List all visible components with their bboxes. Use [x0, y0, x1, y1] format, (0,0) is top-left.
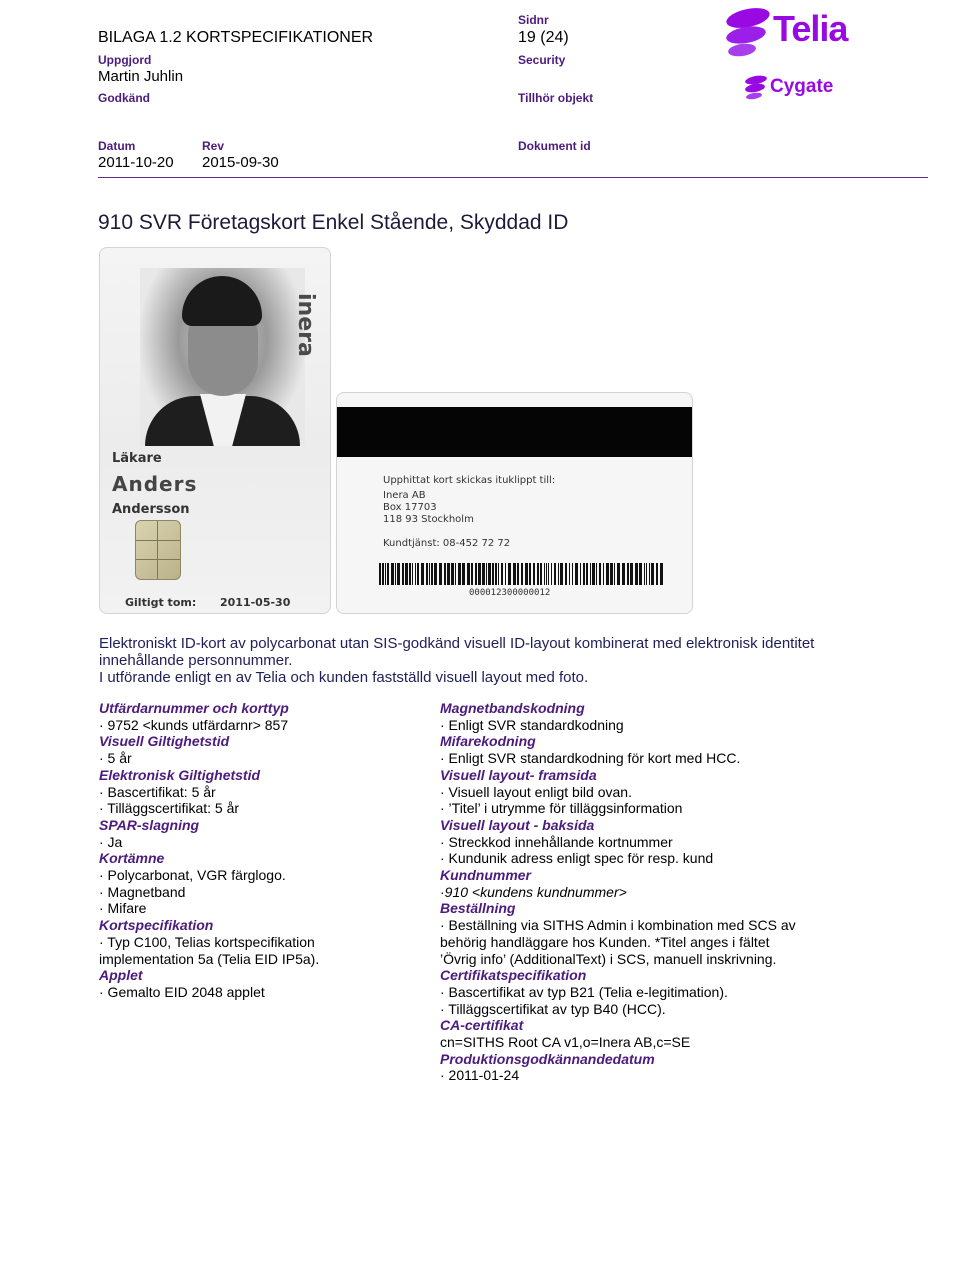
portrait-photo	[140, 268, 305, 446]
card-front-image	[99, 247, 331, 614]
spec-heading: Elektronisk Giltighetstid	[99, 766, 261, 783]
spec-text: · Beställning via SITHS Admin i kombination med SCS av	[440, 917, 796, 934]
document-title: BILAGA 1.2 KORTSPECIFIKATIONER	[98, 29, 374, 46]
spec-text: · Enligt SVR standardkodning för kort med HCC.	[440, 750, 741, 767]
spec-heading: Applet	[99, 967, 143, 984]
barcode-number: 000012300000012	[469, 588, 551, 598]
card-first-name: Anders	[112, 472, 198, 496]
author-name: Martin Juhlin	[98, 68, 184, 85]
cygate-wordmark: Cygate	[770, 76, 834, 97]
spec-heading: SPAR-slagning	[99, 816, 200, 833]
card-back-address-line: Box 17703	[383, 502, 437, 513]
spec-text: · Mifare	[99, 900, 147, 917]
spec-heading: Certifikatspecifikation	[440, 967, 587, 984]
card-back-address-line: Inera AB	[383, 490, 426, 501]
spec-text: · Enligt SVR standardkodning	[440, 716, 624, 733]
spec-heading: Kortämne	[99, 850, 165, 867]
spec-text: ’Övrig info’ (AdditionalText) i SCS, manuell inskrivning.	[440, 950, 777, 967]
spec-heading: CA-certifikat	[440, 1017, 524, 1034]
rev-value: 2015-09-30	[202, 154, 279, 171]
spec-text: · Bascertifikat av typ B21 (Telia e-legitimation).	[440, 983, 728, 1000]
spec-text: cn=SITHS Root CA v1,o=Inera AB,c=SE	[440, 1034, 691, 1051]
spec-left-column	[99, 700, 429, 1001]
spec-heading: Magnetbandskodning	[440, 700, 585, 716]
smartcard-chip-icon	[135, 520, 181, 580]
spec-text: · 5 år	[99, 750, 132, 767]
tillhor-objekt-label: Tillhör objekt	[518, 91, 594, 105]
intro-text	[99, 635, 839, 686]
spec-text: · 2011-01-24	[440, 1067, 520, 1084]
inera-logo-text: inera	[293, 293, 318, 357]
rev-label: Rev	[202, 139, 225, 153]
telia-logo	[722, 4, 872, 60]
spec-text: · 9752 <kunds utfärdarnr> 857	[99, 716, 289, 733]
inera-logo	[290, 278, 320, 358]
security-label: Security	[518, 53, 566, 67]
spec-text: · Streckkod innehållande kortnummer	[440, 833, 673, 850]
card-back-address-line: 118 93 Stockholm	[383, 514, 474, 525]
spec-text: · ’Titel’ i utrymme för tilläggsinformation	[440, 800, 683, 817]
spec-text: behörig handläggare hos Kunden. *Titel anges i fältet	[440, 933, 770, 950]
spec-text: · Typ C100, Telias kortspecifikation	[99, 933, 315, 950]
cygate-swoosh-icon	[744, 73, 768, 101]
barcode-icon	[379, 563, 664, 585]
spec-heading: Utfärdarnummer och korttyp	[99, 700, 289, 716]
card-back-support-line: Kundtjänst: 08-452 72 72	[383, 538, 511, 549]
spec-heading: Visuell Giltighetstid	[99, 733, 230, 750]
spec-text: · Tilläggscertifikat av typ B40 (HCC).	[440, 1000, 666, 1017]
section-heading: 910 SVR Företagskort Enkel Stående, Skyddad ID	[98, 211, 569, 234]
page-number: 19 (24)	[518, 29, 569, 46]
spec-heading: Visuell layout- framsida	[440, 766, 597, 783]
cygate-logo	[744, 73, 844, 105]
spec-heading: Visuell layout - baksida	[440, 816, 595, 833]
spec-text: · Polycarbonat, VGR färglogo.	[99, 867, 286, 884]
spec-text: · Ja	[99, 833, 123, 850]
sidnr-label: Sidnr	[518, 13, 549, 27]
spec-text: · Visuell layout enligt bild ovan.	[440, 783, 632, 800]
intro-line: Elektroniskt ID-kort av polycarbonat utan SIS-godkänd visuell ID-layout kombinerat med elektronisk identitet innehållande personnummer.	[99, 635, 815, 669]
spec-text: implementation 5a (Telia EID IP5a).	[99, 950, 320, 967]
spec-heading: Kortspecifikation	[99, 917, 214, 934]
card-valid-label: Giltigt tom:	[125, 596, 197, 609]
spec-heading: Mifarekodning	[440, 733, 536, 750]
card-valid-date: 2011-05-30	[220, 596, 291, 609]
spec-heading: Produktionsgodkännandedatum	[440, 1050, 655, 1067]
spec-text: · Gemalto EID 2048 applet	[99, 983, 265, 1000]
header-divider	[98, 177, 928, 178]
uppgjord-label: Uppgjord	[98, 53, 152, 67]
card-back-return-text: Upphittat kort skickas ituklippt till:	[383, 475, 556, 486]
spec-heading: Beställning	[440, 900, 516, 917]
card-back-image	[336, 392, 693, 614]
spec-right-column	[440, 700, 840, 1084]
card-last-name: Andersson	[112, 502, 190, 517]
telia-wordmark: Telia	[773, 8, 848, 49]
spec-text: · Bascertifikat: 5 år	[99, 783, 216, 800]
godkand-label: Godkänd	[98, 91, 151, 105]
spec-text: ·910 <kundens kundnummer>	[440, 883, 627, 900]
intro-line: I utförande enligt en av Telia och kunden fastställd visuell layout med foto.	[99, 669, 589, 686]
dokument-id-label: Dokument id	[518, 139, 591, 153]
datum-value: 2011-10-20	[98, 154, 174, 171]
magnetic-stripe	[337, 407, 692, 457]
spec-text: · Tilläggscertifikat: 5 år	[99, 800, 240, 817]
spec-text: · Magnetband	[99, 883, 186, 900]
spec-text: · Kundunik adress enligt spec för resp. kund	[440, 850, 714, 867]
datum-label: Datum	[98, 139, 136, 153]
spec-heading: Kundnummer	[440, 867, 531, 884]
card-role: Läkare	[112, 451, 162, 466]
